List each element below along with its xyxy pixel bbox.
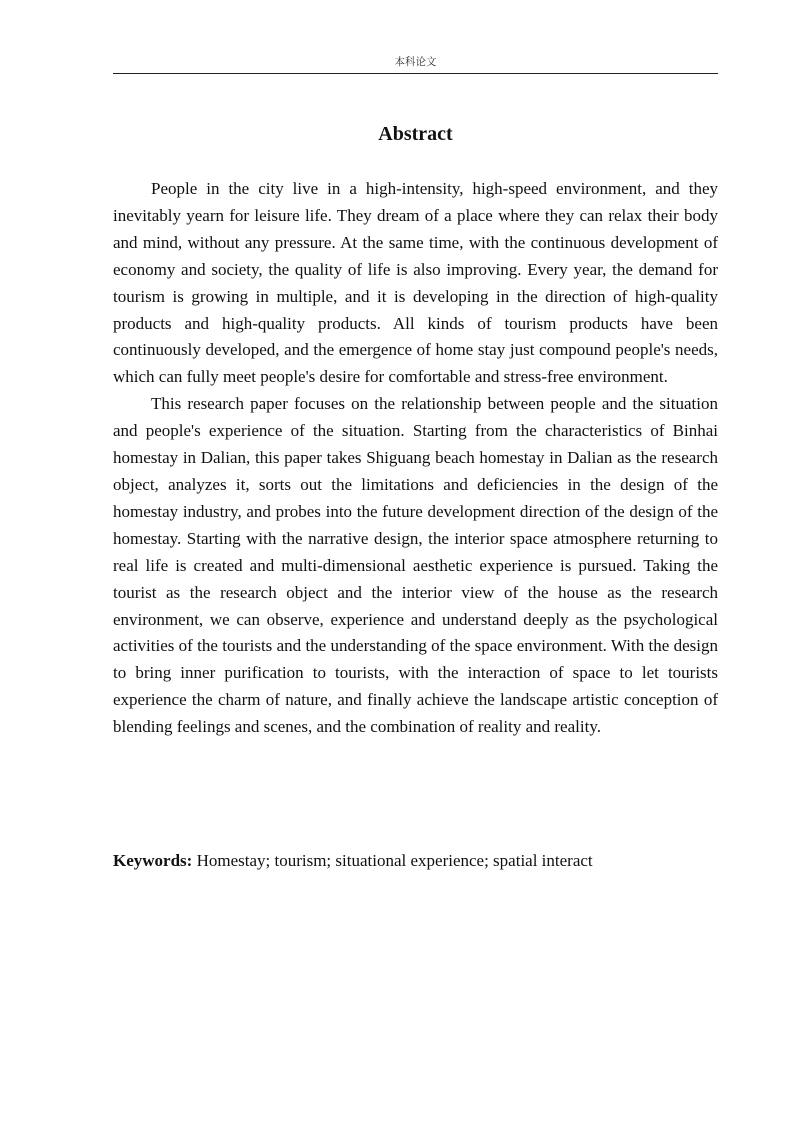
running-header: 本科论文: [394, 56, 437, 68]
abstract-title: Abstract: [378, 123, 453, 145]
header-rule: [113, 73, 718, 74]
keywords-list: Homestay; tourism; situational experience; spatial interact: [192, 851, 593, 870]
abstract-paragraph-1: People in the city live in a high-intensity, high-speed environment, and they inevitably yearn for leisure life. They dream of a place where they can relax their body and mind, without any pressure. At the same time, with the continuous development of economy and society, the quality of life is also improving. Every year, the demand for tourism is growing in multiple, and it is developing in the direction of high-quality products and high-quality products. All kinds of tourism products have been continuously developed, and the emergence of home stay just compound people's needs, which can fully meet people's desire for comfortable and stress-free environment.: [113, 179, 718, 387]
abstract-paragraph-2: This research paper focuses on the relationship between people and the situation and people's experience of the situation. Starting from the characteristics of Binhai homestay in Dalian, this paper takes Shiguang beach homestay in Dalian as the research object, analyzes it, sorts out the limitations and deficiencies in the design of the homestay industry, and probes into the future development direction of the design of the homestay. Starting with the narrative design, the interior space atmosphere returning to real life is created and multi-dimensional aesthetic experience is pursued. Taking the tourist as the research object and the interior view of the house as the research environment, we can observe, experience and understand deeply as the psychological activities of the tourists and the understanding of the space environment. With the design to bring inner purification to tourists, with the interaction of space to let tourists experience the charm of nature, and finally achieve the landscape artistic conception of blending feelings and scenes, and the combination of reality and reality.: [113, 394, 718, 737]
abstract-body: [113, 176, 718, 741]
keywords-line: [113, 848, 718, 874]
keywords-label: Keywords:: [113, 851, 193, 870]
